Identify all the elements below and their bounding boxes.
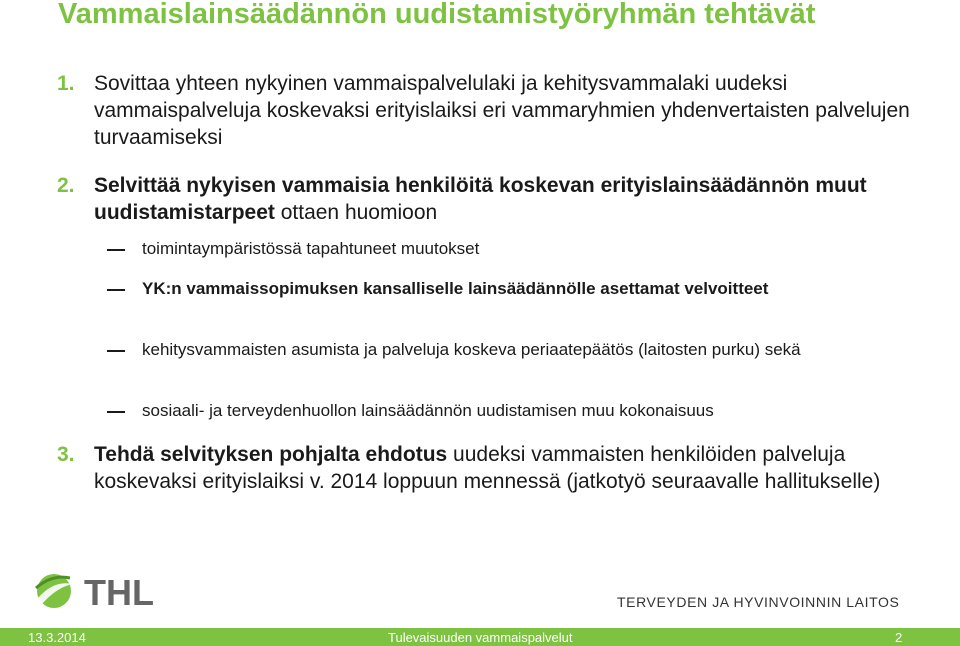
thl-logo [32, 568, 167, 619]
item-text [94, 441, 917, 495]
item-rest-text: ottaen huomioon [274, 201, 438, 224]
sub-item-4 [107, 399, 887, 423]
organization-name: TERVEYDEN JA HYVINVOINNIN LAITOS [617, 594, 900, 610]
list-item-3 [57, 441, 917, 495]
dash-bullet [107, 289, 125, 291]
item-text [94, 172, 917, 226]
thl-logo-mark [32, 568, 167, 614]
sub-item-3 [107, 338, 887, 362]
dash-bullet [107, 411, 125, 413]
item-bold-text: Selvittää nykyisen vammaisia henkilöitä koskevan erityislainsäädännön muut uudistamistarpeet [94, 174, 867, 224]
sub-item-1 [107, 237, 887, 261]
footer-title: Tulevaisuuden vammaispalvelut [388, 630, 573, 645]
list-item-1 [57, 70, 917, 151]
dash-bullet [107, 350, 125, 352]
item-number: 1. [57, 72, 75, 95]
logo-text: THL [84, 572, 154, 613]
page-number: 2 [895, 630, 903, 645]
sub-item-2 [107, 277, 887, 301]
list-item-2 [57, 172, 917, 226]
slide-title: Vammaislainsäädännön uudistamistyöryhmän tehtävät [58, 0, 816, 30]
sub-item-text: sosiaali- ja terveydenhuollon lainsäädännön uudistamisen muu kokonaisuus [142, 401, 714, 420]
sub-item-text: YK:n vammaissopimuksen kansalliselle lainsäädännölle asettamat velvoitteet [142, 279, 769, 298]
footer-date: 13.3.2014 [28, 630, 86, 645]
sub-item-text: kehitysvammaisten asumista ja palveluja koskeva periaatepäätös (laitosten purku) sekä [142, 340, 801, 359]
sub-item-text: toimintaympäristössä tapahtuneet muutokset [142, 239, 480, 258]
footer-bar [0, 628, 960, 646]
item-rest-text: uudeksi vammaisten henkilöiden palveluja koskevaksi erityislaiksi v. 2014 loppuun mennessä (jatkotyö seuraavalle hallitukselle) [94, 443, 881, 493]
item-number: 2. [57, 174, 75, 197]
item-number: 3. [57, 443, 75, 466]
dash-bullet [107, 249, 125, 251]
item-bold-text: Tehdä selvityksen pohjalta ehdotus [94, 443, 448, 466]
item-text: Sovittaa yhteen nykyinen vammaispalvelulaki ja kehitysvammalaki uudeksi vammaispalveluja koskevaksi erityislaiksi eri vammaryhmien yhdenvertaisten palvelujen turvaamiseksi [94, 72, 910, 149]
